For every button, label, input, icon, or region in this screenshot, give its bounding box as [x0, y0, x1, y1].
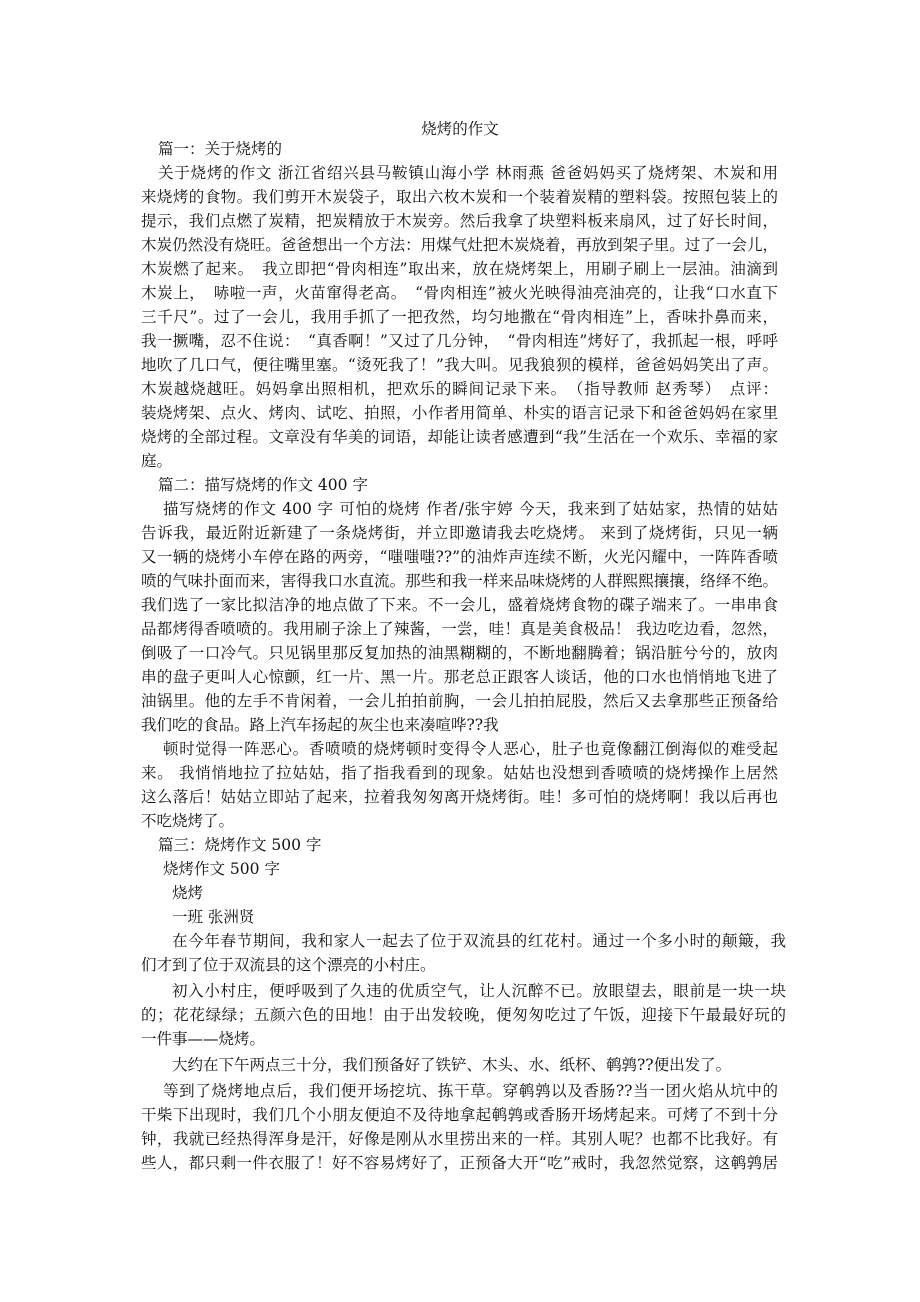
- essay-title: 烧烤作文 500 字: [163, 860, 280, 878]
- paragraph-line: 些人，都只剩一件衣服了！好不容易烤好了，正预备大开“吃”戒时，我忽然觉察，这鹌鹑居: [141, 1154, 778, 1172]
- paragraph-line: 在今年春节期间，我和家人一起去了位于双流县的红花村。通过一个多小时的颠簸，我: [172, 932, 786, 950]
- paragraph-line: 木炭上， 哧啦一声，火苗窜得老高。 “骨肉相连”被火光映得油亮油亮的，让我“口水直下: [141, 284, 778, 302]
- paragraph-line: 品都烤得香喷喷的。我用刷子涂上了辣酱，一尝，哇！真是美食极品！ 我边吃边看，忽然，: [141, 620, 778, 638]
- paragraph-line: 木炭越烧越旺。妈妈拿出照相机，把欢乐的瞬间记录下来。 （指导教师 赵秀琴） 点评：: [141, 380, 778, 398]
- paragraph-line: 干柴下出现时，我们几个小朋友便迫不及待地拿起鹌鹑或香肠开场烤起来。可烤了不到十分: [141, 1106, 778, 1124]
- paragraph-line: 描写烧烤的作文 400 字 可怕的烧烤 作者/张宇婷 今天，我来到了姑姑家，热情的姑姑: [163, 500, 778, 518]
- paragraph-line: 大约在下午两点三十分，我们预备好了铁铲、木头、水、纸杯、鹌鹑??便出发了。: [172, 1056, 732, 1074]
- paragraph-line: 不吃烧烤了。: [141, 812, 235, 830]
- paragraph-line: 我们吃的食品。路上汽车扬起的灰尘也来凑喧哗??我: [141, 716, 499, 734]
- paragraph-line: 一件事——烧烤。: [141, 1030, 266, 1048]
- paragraph-line: 油锅里。他的左手不肯闲着，一会儿拍拍前胸，一会儿拍拍屁股，然后又去拿那些正预备给: [141, 692, 778, 710]
- paragraph-line: 喷的气味扑面而来，害得我口水直流。那些和我一样来品味烧烤的人群熙熙攘攘，络绎不绝。: [141, 572, 778, 590]
- paragraph-line: 庭。: [141, 452, 173, 470]
- document-title: 烧烤的作文: [421, 120, 499, 138]
- paragraph-line: 木炭燃了起来。 我立即把“骨肉相连”取出来，放在烧烤架上，用刷子刷上一层油。油滴到: [141, 260, 778, 278]
- paragraph-line: 这么落后！姑姑立即站了起来，拉着我匆匆离开烧烤街。哇！多可怕的烧烤啊！我以后再也: [141, 788, 778, 806]
- paragraph-line: 关于烧烤的作文 浙江省绍兴县马鞍镇山海小学 林雨燕 爸爸妈妈买了烧烤架、木炭和用: [158, 164, 778, 182]
- paragraph-line: 烧烤的全部过程。文章没有华美的词语，却能让读者感遭到“我”生活在一个欢乐、幸福的家: [141, 428, 778, 446]
- paragraph-line: 们才到了位于双流县的这个漂亮的小村庄。: [141, 956, 436, 974]
- paragraph-line: 地吹了几口气，便往嘴里塞。“烫死我了！”我大叫。见我狼狈的模样，爸爸妈妈笑出了声。: [141, 356, 778, 374]
- paragraph-line: 串的盘子更叫人心惊颤，红一片、黑一片。那老总正跟客人谈话，他的口水也悄悄地飞进了: [141, 668, 778, 686]
- paragraph-line: 等到了烧烤地点后，我们便开场挖坑、拣干草。穿鹌鹑以及香肠??当一团火焰从坑中的: [163, 1082, 778, 1100]
- paragraph-line: 我一撅嘴，忍不住说： “真香啊！”又过了几分钟， “骨肉相连”烤好了，我抓起一根，呼呼: [141, 332, 778, 350]
- paragraph-line: 三千尺”。过了一会儿，我用手抓了一把孜然，均匀地撒在“骨肉相连”上，香味扑鼻而来，: [141, 308, 778, 326]
- essay-subtitle: 烧烤: [172, 884, 204, 902]
- paragraph-line: 顿时觉得一阵恶心。香喷喷的烧烤顿时变得令人恶心，肚子也竟像翻江倒海似的难受起: [163, 740, 778, 758]
- paragraph-line: 又一辆的烧烤小车停在路的两旁，“嗤嗤嗤??”的油炸声连续不断，火光闪耀中，一阵阵香喷: [141, 548, 778, 566]
- section-heading: 篇一：关于烧烤的: [158, 140, 283, 158]
- paragraph-line: 的；花花绿绿；五颜六色的田地！由于出发较晚，便匆匆吃过了午饭，迎接下午最最好玩的: [141, 1006, 786, 1024]
- paragraph-line: 告诉我，最近附近新建了一条烧烤街，并立即邀请我去吃烧烤。 来到了烧烤街，只见一辆: [141, 524, 778, 542]
- essay-author: 一班 张洲贤: [172, 908, 255, 926]
- section-heading: 篇三：烧烤作文 500 字: [158, 836, 322, 854]
- paragraph-line: 装烧烤架、点火、烤肉、试吃、拍照，小作者用简单、朴实的语言记录下和爸爸妈妈在家里: [141, 404, 778, 422]
- paragraph-line: 我们选了一家比拟洁净的地点做了下来。不一会儿，盛着烧烤食物的碟子端来了。一串串食: [141, 596, 778, 614]
- paragraph-line: 木炭仍然没有烧旺。爸爸想出一个方法：用煤气灶把木炭烧着，再放到架子里。过了一会儿，: [141, 236, 778, 254]
- paragraph-line: 提示，我们点燃了炭精，把炭精放于木炭旁。然后我拿了块塑料板来扇风，过了好长时间，: [141, 212, 778, 230]
- section-heading: 篇二：描写烧烤的作文 400 字: [158, 476, 368, 494]
- paragraph-line: 来烧烤的食物。我们剪开木炭袋子，取出六枚木炭和一个装着炭精的塑料袋。按照包装上的: [141, 188, 778, 206]
- paragraph-line: 倒吸了一口冷气。只见锅里那反复加热的油黑糊糊的，不断地翻腾着；锅沿脏兮兮的，放肉: [141, 644, 778, 662]
- paragraph-line: 钟，我就已经热得浑身是汗，好像是刚从水里捞出来的一样。其别人呢？也都不比我好。有: [141, 1130, 778, 1148]
- paragraph-line: 来。 我悄悄地拉了拉姑姑，指了指我看到的现象。姑姑也没想到香喷喷的烧烤操作上居然: [141, 764, 778, 782]
- paragraph-line: 初入小村庄，便呼吸到了久违的优质空气，让人沉醉不已。放眼望去，眼前是一块一块: [172, 982, 786, 1000]
